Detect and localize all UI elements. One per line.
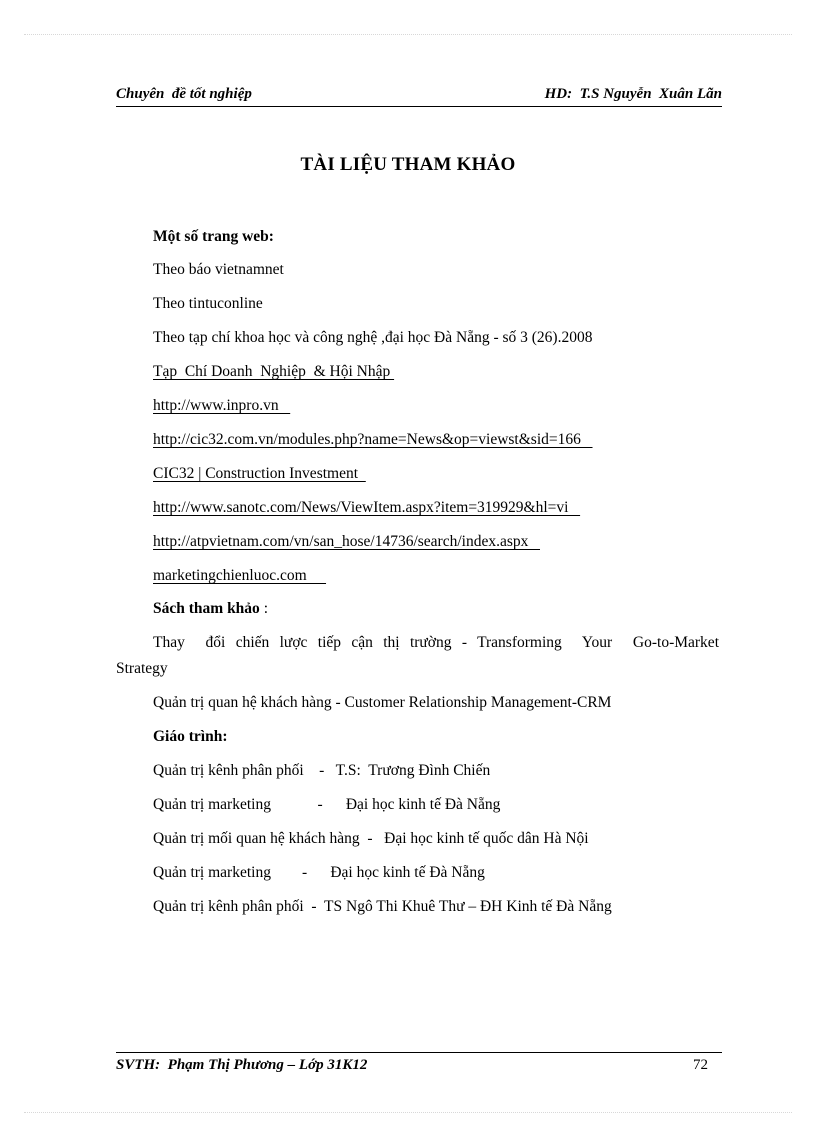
books-heading: Sách tham khảo [153, 600, 260, 617]
textbook-item: Quản trị kênh phân phối - TS Ngô Thi Khuê Thư – ĐH Kinh tế Đà Nẵng [153, 898, 612, 915]
reference-link[interactable]: http://atpvietnam.com/vn/san_hose/14736/search/index.aspx [153, 533, 540, 550]
reference-link[interactable]: marketingchienluoc.com [153, 567, 327, 584]
reference-link[interactable]: Tạp Chí Doanh Nghiệp & Hội Nhập [153, 363, 395, 380]
textbook-item: Quản trị kênh phân phối - T.S: Trương Đình Chiến [153, 762, 491, 779]
reference-link[interactable]: http://www.sanotc.com/News/ViewItem.aspx?item=319929&hl=vi [153, 499, 581, 516]
page-title: TÀI LIỆU THAM KHẢO [300, 154, 516, 175]
website-item: Theo tintuconline [153, 295, 263, 312]
reference-link[interactable]: CIC32 | Construction Investment [153, 465, 366, 482]
website-item: Theo báo vietnamnet [153, 261, 284, 278]
page-bottom-border [24, 1112, 792, 1113]
page-footer [116, 1052, 722, 1081]
page-top-border [24, 34, 792, 35]
page-number: 72 [693, 1057, 708, 1073]
textbook-item: Quản trị mối quan hệ khách hàng - Đại học kinh tế quốc dân Hà Nội [153, 830, 589, 847]
page-header [116, 84, 722, 107]
books-heading-suffix: : [259, 600, 268, 617]
reference-link[interactable]: http://www.inpro.vn [153, 397, 291, 414]
book-item-line-1: Thay đổi chiến lược tiếp cận thị trường - Transforming Your Go-to-Market [153, 634, 719, 651]
book-item-line-2: Strategy [116, 660, 168, 677]
textbook-item: Quản trị marketing - Đại học kinh tế Đà Nẵng [153, 864, 485, 881]
book-item: Quản trị quan hệ khách hàng - Customer Relationship Management-CRM [153, 694, 612, 711]
websites-heading: Một số trang web: [153, 228, 274, 245]
website-item: Theo tạp chí khoa học và công nghệ ,đại học Đà Nẵng - số 3 (26).2008 [153, 329, 593, 346]
footer-author: SVTH: Phạm Thị Phương – Lớp 31K12 [116, 1057, 368, 1073]
textbooks-heading: Giáo trình: [153, 728, 228, 745]
reference-link[interactable]: http://cic32.com.vn/modules.php?name=News&op=viewst&sid=166 [153, 431, 593, 448]
textbook-item: Quản trị marketing - Đại học kinh tế Đà Nẵng [153, 796, 501, 813]
books-heading-row [153, 600, 268, 618]
header-right-text: HD: T.S Nguyễn Xuân Lãn [544, 86, 722, 102]
header-left-text: Chuyên đề tốt nghiệp [116, 86, 252, 102]
